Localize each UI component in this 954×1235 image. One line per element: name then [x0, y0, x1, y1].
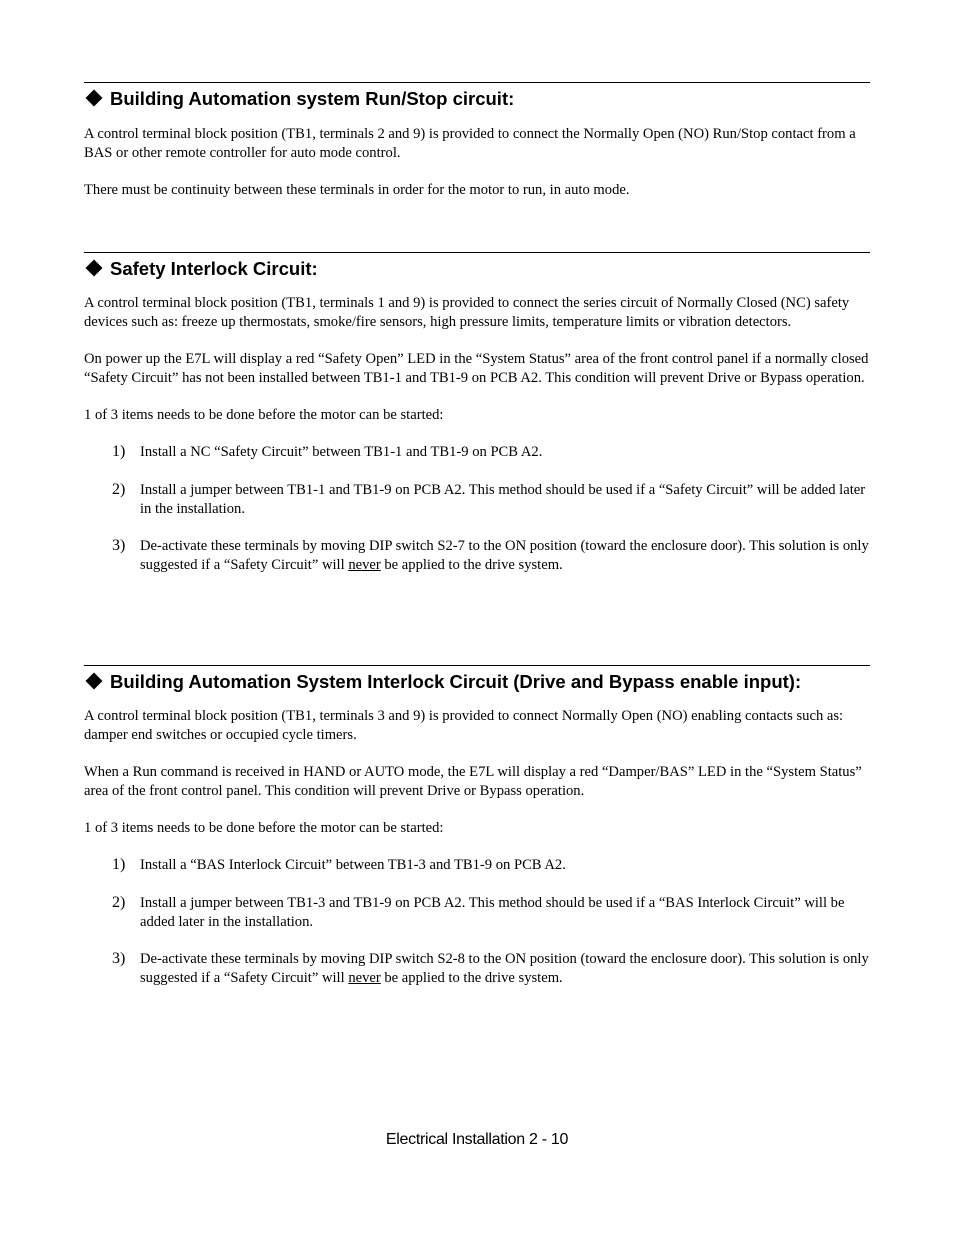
paragraph: 1 of 3 items needs to be done before the motor can be started: [84, 820, 444, 837]
paragraph: There must be continuity between these terminals in order for the motor to run, in auto mode. [84, 182, 630, 199]
list-number: 2) [112, 893, 126, 911]
list-item [84, 894, 870, 932]
paragraph: 1 of 3 items needs to be done before the motor can be started: [84, 407, 444, 424]
page-footer: Electrical Installation 2 - 10 [385, 1131, 569, 1148]
section-divider [84, 665, 870, 666]
paragraph: A control terminal block position (TB1, terminals 3 and 9) is provided to connect Normally Open (NO) enabling contacts such as: damper end switches or occupied cycle timers. [84, 708, 844, 743]
diamond-bullet-icon [86, 90, 103, 107]
section-bas-interlock [84, 665, 870, 987]
diamond-bullet-icon [86, 260, 103, 277]
section-divider [84, 252, 870, 253]
section-heading: Building Automation system Run/Stop circuit: [84, 88, 870, 110]
list-item [84, 537, 870, 575]
list-item-text: Install a jumper between TB1-1 and TB1-9 on PCB A2. This method should be used if a “Safety Circuit” will be added later in the installation. [140, 481, 866, 517]
paragraph: When a Run command is received in HAND or AUTO mode, the E7L will display a red “Damper/BAS” LED in the “System Status” area of the front control panel. This condition will prevent Drive or Bypass operation. [84, 764, 862, 799]
section-divider [84, 82, 870, 83]
section-bas-run-stop [84, 82, 870, 200]
list-item-text: De-activate these terminals by moving DIP switch S2-7 to the ON position (toward the enclosure door). This solution is only suggested if a “Safety Circuit” will never be applied to the drive system. [140, 537, 869, 573]
paragraph: On power up the E7L will display a red “Safety Open” LED in the “System Status” area of the front control panel if a normally closed “Safety Circuit” has not been installed between TB1-1 and TB1-9 on PCB A2. This condition will prevent Drive or Bypass operation. [84, 351, 869, 386]
list-item [84, 443, 870, 462]
section-heading: Building Automation System Interlock Circuit (Drive and Bypass enable input): [84, 671, 870, 693]
paragraph: A control terminal block position (TB1, terminals 2 and 9) is provided to connect the Normally Open (NO) Run/Stop contact from a BAS or other remote controller for auto mode control. [84, 126, 856, 161]
list-item-text: De-activate these terminals by moving DIP switch S2-8 to the ON position (toward the enclosure door). This solution is only suggested if a “Safety Circuit” will never be applied to the drive system. [140, 950, 869, 986]
list-item-text: Install a jumper between TB1-3 and TB1-9 on PCB A2. This method should be used if a “BAS Interlock Circuit” will be added later in the installation. [140, 894, 845, 930]
list-number: 3) [112, 949, 126, 967]
diamond-bullet-icon [86, 673, 103, 690]
list-number: 1) [112, 443, 126, 461]
section-safety-interlock [84, 252, 870, 574]
list-item [84, 856, 870, 875]
section-heading: Safety Interlock Circuit: [84, 258, 870, 280]
list-number: 1) [112, 856, 126, 874]
list-item [84, 950, 870, 988]
list-item [84, 481, 870, 519]
list-item-text: Install a “BAS Interlock Circuit” between TB1-3 and TB1-9 on PCB A2. [140, 857, 566, 874]
paragraph: A control terminal block position (TB1, terminals 1 and 9) is provided to connect the series circuit of Normally Closed (NC) safety devices such as: freeze up thermostats, smoke/fire sensors, high pressure limits, temperature limits or vibration detectors. [84, 295, 850, 330]
list-item-text: Install a NC “Safety Circuit” between TB1-1 and TB1-9 on PCB A2. [140, 444, 543, 461]
list-number: 3) [112, 536, 126, 554]
list-number: 2) [112, 480, 126, 498]
underlined-word: never [348, 556, 381, 573]
underlined-word: never [348, 969, 381, 986]
